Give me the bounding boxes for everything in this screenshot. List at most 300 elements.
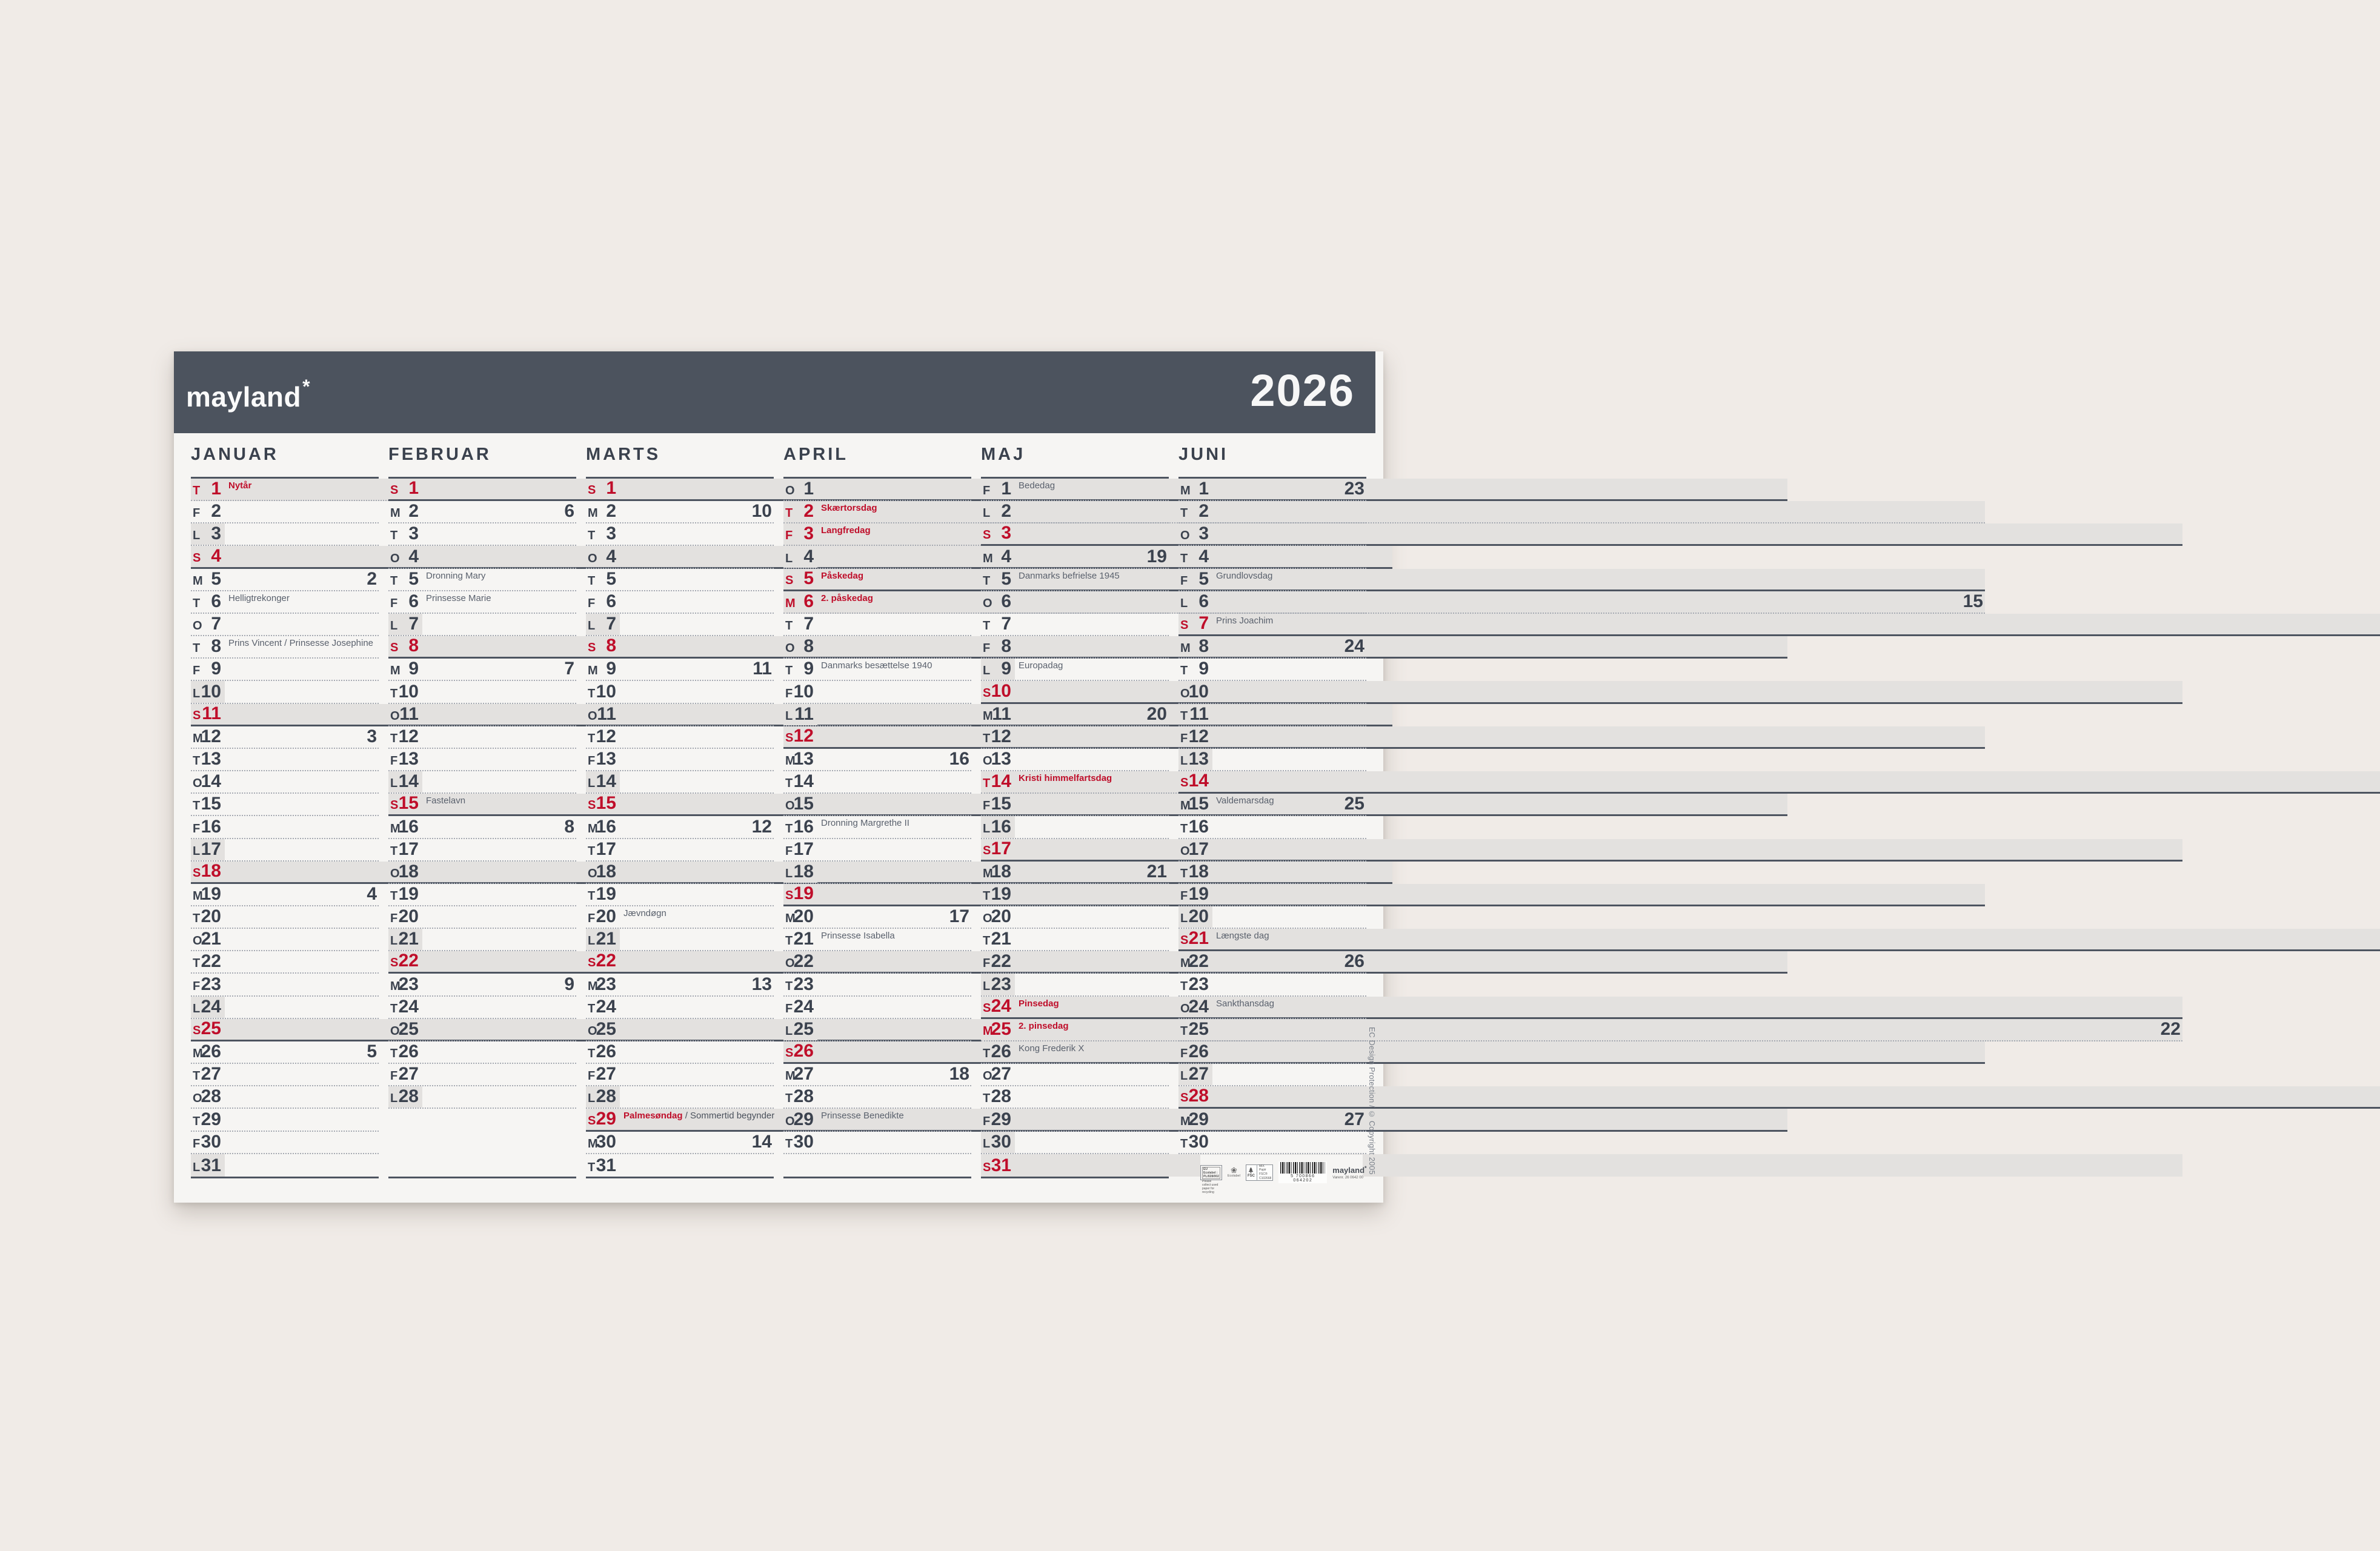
day-row [586, 1064, 774, 1086]
day-number: 7 [606, 614, 616, 634]
weekday-letter: L [390, 619, 398, 633]
weekday-letter: O [785, 799, 795, 813]
day-row [981, 1109, 1169, 1131]
weekday-letter: S [390, 956, 399, 970]
week-number: 6 [564, 501, 574, 522]
day-number: 9 [606, 659, 616, 679]
day-row [191, 997, 379, 1019]
day-number: 28 [793, 1086, 814, 1107]
day-row [388, 681, 576, 703]
day-number: 23 [201, 974, 221, 994]
day-number: 4 [211, 545, 221, 566]
day-row [981, 1086, 1169, 1109]
day-number: 4 [606, 546, 616, 566]
day-number: 2 [408, 501, 419, 522]
holiday-label: Prins Joachim [1216, 615, 1274, 626]
day-number: 18 [1188, 861, 1209, 882]
week-number: 14 [751, 1131, 772, 1152]
weekday-letter: T [1180, 709, 1188, 723]
eu-ecolabel-note: Please collect used paper for recycling [1202, 1179, 1218, 1194]
day-number: 10 [991, 680, 1011, 701]
day-row [191, 1109, 379, 1131]
day-number: 26 [1188, 1041, 1209, 1062]
day-number: 8 [1001, 636, 1011, 657]
day-number: 26 [596, 1041, 616, 1062]
day-number: 3 [408, 523, 419, 544]
day-row [1178, 974, 1366, 996]
weekday-letter: F [390, 596, 398, 610]
day-number: 5 [211, 568, 221, 589]
weekday-letter: L [983, 664, 991, 678]
day-row [1178, 884, 1366, 906]
holiday-label: Kong Frederik X [1019, 1043, 1085, 1054]
day-number: 26 [793, 1041, 814, 1061]
weekday-letter: L [983, 506, 991, 520]
weekday-letter: O [390, 709, 400, 723]
week-number: 11 [753, 659, 772, 679]
day-number: 11 [794, 703, 814, 724]
day-row [191, 614, 379, 636]
day-row [586, 816, 774, 839]
day-row [191, 794, 379, 816]
day-number: 16 [596, 816, 616, 837]
week-number: 19 [1146, 546, 1167, 566]
day-number: 15 [991, 794, 1011, 814]
day-number: 12 [1188, 726, 1209, 746]
day-row [191, 771, 379, 794]
day-number: 23 [398, 974, 419, 994]
day-row [388, 862, 576, 884]
weekday-letter: S [1180, 776, 1189, 790]
day-row [388, 523, 576, 546]
day-row [981, 704, 1169, 726]
weekday-letter: T [1180, 664, 1188, 678]
weekday-letter: M [588, 664, 598, 678]
barcode [1278, 1161, 1327, 1183]
weekday-letter: S [785, 1046, 794, 1060]
day-row [783, 974, 971, 996]
day-number: 24 [398, 996, 419, 1017]
weekday-letter: O [1180, 1001, 1190, 1015]
month-title: JANUAR [191, 445, 279, 464]
week-number: 16 [949, 749, 969, 769]
day-number: 30 [596, 1131, 616, 1152]
day-number: 9 [408, 659, 419, 679]
weekday-letter: T [785, 1092, 793, 1106]
day-number: 17 [398, 839, 419, 859]
weekday-letter: L [588, 619, 596, 633]
day-number: 21 [793, 929, 814, 949]
day-row [1178, 636, 1366, 659]
day-number: 21 [1188, 928, 1209, 949]
weekday-letter: M [983, 866, 993, 880]
day-number: 31 [991, 1155, 1011, 1175]
weekday-letter: T [588, 686, 596, 700]
weekday-letter: L [193, 529, 201, 543]
day-number: 24 [991, 995, 1011, 1016]
holiday-sublabel: / Sommertid begynder [682, 1111, 775, 1121]
day-number: 13 [1188, 749, 1209, 769]
day-number: 25 [596, 1018, 616, 1039]
day-row [191, 659, 379, 681]
weekday-letter: T [193, 1069, 201, 1083]
holiday-label: Sankthansdag [1216, 998, 1274, 1009]
day-row [981, 1041, 1169, 1064]
weekday-letter: L [390, 1092, 398, 1106]
day-row [783, 771, 971, 794]
week-number: 15 [1963, 591, 1983, 611]
weekday-letter: L [785, 551, 793, 565]
day-row [191, 501, 379, 523]
day-row [783, 681, 971, 703]
day-number: 13 [596, 749, 616, 769]
weekday-letter: L [390, 777, 398, 791]
weekday-letter: F [1180, 889, 1188, 903]
day-number: 25 [1188, 1018, 1209, 1039]
day-row [586, 974, 774, 996]
weekday-letter: F [1180, 574, 1188, 588]
day-number: 2 [1198, 501, 1209, 522]
weekday-letter: T [390, 529, 398, 543]
day-number: 27 [398, 1064, 419, 1084]
day-number: 11 [597, 703, 616, 724]
weekday-letter: O [1180, 529, 1190, 543]
day-number: 16 [991, 816, 1011, 837]
day-row [1178, 1064, 1366, 1086]
holiday-label: Valdemarsdag [1216, 795, 1274, 806]
day-row [981, 884, 1169, 906]
day-row [981, 839, 2182, 862]
day-number: 27 [596, 1064, 616, 1084]
day-number: 11 [992, 703, 1011, 724]
weekday-letter: S [588, 1114, 596, 1128]
day-number: 4 [408, 546, 419, 566]
weekday-letter: M [390, 506, 401, 520]
day-number: 3 [606, 523, 616, 544]
day-row [783, 839, 971, 862]
weekday-letter: O [1180, 686, 1190, 700]
weekday-letter: L [785, 1024, 793, 1038]
day-number: 18 [201, 860, 221, 881]
day-row [981, 974, 1169, 996]
day-row [1178, 997, 1366, 1019]
day-row [388, 726, 576, 749]
weekday-letter: F [390, 912, 398, 926]
varenr-label: Varenr. 26 0642 00 [1332, 1175, 1363, 1180]
weekday-letter: T [983, 1092, 991, 1106]
holiday-label: Dronning Margrethe II [821, 818, 909, 829]
day-number: 17 [1188, 839, 1209, 859]
holiday-label: Pinsedag [1019, 998, 1059, 1009]
day-row [191, 951, 379, 974]
weekday-letter: T [390, 844, 398, 858]
day-number: 10 [793, 681, 814, 702]
holiday-label: Fastelavn [426, 795, 466, 806]
weekday-letter: M [193, 1047, 203, 1061]
day-number: 27 [991, 1064, 1011, 1084]
day-number: 12 [991, 726, 1011, 746]
day-row [388, 749, 576, 771]
day-number: 8 [211, 636, 221, 657]
day-row [586, 1019, 774, 1041]
weekday-letter: T [193, 1114, 201, 1128]
day-number: 13 [991, 749, 1011, 769]
weekday-letter: F [588, 912, 596, 926]
day-row [981, 546, 1169, 568]
day-row [1178, 726, 1366, 749]
day-row [783, 1064, 971, 1086]
day-row [191, 523, 379, 546]
day-number: 5 [1198, 568, 1209, 589]
weekday-letter: T [785, 979, 793, 993]
ecolabel-mark [1228, 1166, 1240, 1178]
day-row [783, 726, 1985, 749]
day-number: 22 [398, 951, 419, 971]
week-number: 12 [751, 816, 772, 837]
day-number: 16 [1188, 816, 1209, 837]
day-number: 30 [201, 1131, 221, 1152]
weekday-letter: S [193, 1023, 201, 1037]
day-number: 14 [596, 771, 616, 792]
weekday-letter: F [785, 844, 793, 858]
weekday-letter: M [390, 664, 401, 678]
weekday-letter: L [193, 1160, 201, 1174]
day-row [191, 1086, 379, 1109]
day-number: 3 [1001, 523, 1011, 543]
day-row [1178, 681, 1366, 703]
weekday-letter: M [983, 709, 993, 723]
day-number: 1 [1198, 479, 1209, 499]
day-number: 14 [201, 771, 221, 792]
day-row [586, 614, 774, 636]
day-number: 8 [1198, 636, 1209, 657]
weekday-letter: O [1180, 844, 1190, 858]
weekday-letter: S [1180, 1091, 1189, 1105]
holiday-label: Danmarks besættelse 1940 [821, 660, 932, 671]
eu-ecolabel-box [1200, 1165, 1222, 1194]
weekday-letter: T [193, 596, 201, 610]
day-row [191, 591, 379, 614]
day-number: 24 [596, 996, 616, 1017]
day-number: 24 [793, 996, 814, 1017]
weekday-letter: T [193, 754, 201, 768]
holiday-label: Længste dag [1216, 931, 1269, 942]
weekday-letter: L [193, 844, 201, 858]
print-info [1200, 1155, 1367, 1194]
day-row [981, 997, 2182, 1019]
day-number: 22 [201, 951, 221, 972]
fsc-tree-icon [1248, 1167, 1254, 1174]
day-number: 16 [398, 816, 419, 837]
day-number: 14 [991, 771, 1011, 792]
footer-brand-asterisk-icon: * [1365, 1164, 1367, 1171]
month-title: FEBRUAR [388, 445, 491, 464]
day-number: 8 [803, 636, 814, 657]
day-row [783, 929, 971, 951]
weekday-letter: T [193, 799, 201, 813]
day-row [783, 546, 971, 568]
weekday-letter: S [390, 483, 399, 497]
day-row [783, 749, 971, 771]
week-number: 10 [751, 501, 772, 522]
day-number: 2 [1001, 501, 1011, 522]
day-number: 18 [398, 861, 419, 882]
day-row [388, 771, 576, 794]
day-number: 23 [793, 974, 814, 994]
day-number: 6 [803, 591, 814, 611]
day-row [981, 591, 1169, 614]
weekday-letter: O [588, 709, 597, 723]
day-number: 5 [408, 568, 419, 589]
weekday-letter: T [785, 619, 793, 633]
day-row [586, 862, 774, 884]
holiday-label: Prinsesse Benedikte [821, 1111, 904, 1121]
day-number: 11 [202, 703, 221, 723]
day-row [586, 1132, 774, 1154]
day-row [1178, 614, 2380, 636]
day-number: 24 [201, 996, 221, 1017]
month-title: MARTS [586, 445, 661, 464]
weekday-letter: M [1180, 1114, 1191, 1128]
day-number: 20 [991, 906, 1011, 927]
weekday-letter: T [193, 957, 201, 971]
holiday-label: Danmarks befrielse 1945 [1019, 570, 1120, 581]
weekday-letter: O [588, 1024, 597, 1038]
day-number: 14 [1188, 771, 1209, 791]
day-number: 12 [596, 726, 616, 746]
day-row [981, 749, 1169, 771]
day-number: 16 [793, 816, 814, 837]
wall-calendar [174, 351, 2181, 1203]
day-row [783, 501, 1985, 523]
weekday-letter: T [390, 731, 398, 745]
day-number: 12 [398, 726, 419, 746]
weekday-letter: F [983, 484, 991, 498]
weekday-letter: L [390, 934, 398, 948]
day-row [1178, 501, 1366, 523]
day-row [783, 997, 971, 1019]
day-number: 26 [991, 1041, 1011, 1062]
weekday-letter: S [588, 641, 596, 655]
day-number: 15 [398, 793, 419, 814]
day-number: 12 [793, 725, 814, 746]
day-number: 22 [1188, 951, 1209, 972]
day-number: 30 [991, 1131, 1011, 1152]
day-number: 3 [803, 523, 814, 544]
weekday-letter: F [785, 686, 793, 700]
weekday-letter: S [193, 708, 201, 722]
day-number: 28 [201, 1086, 221, 1107]
week-number: 26 [1344, 951, 1365, 972]
weekday-letter: M [588, 1137, 598, 1151]
day-number: 3 [1198, 523, 1209, 544]
day-row [783, 704, 971, 726]
weekday-letter: M [785, 1069, 796, 1083]
day-number: 9 [211, 659, 221, 679]
day-number: 19 [991, 883, 1011, 904]
day-row [981, 569, 1169, 591]
weekday-letter: T [983, 731, 991, 745]
brand-asterisk-icon: * [302, 376, 311, 397]
day-row [783, 614, 971, 636]
day-row [981, 1154, 2182, 1177]
weekday-letter: T [193, 642, 201, 656]
day-number: 11 [1189, 703, 1209, 724]
day-number: 7 [1001, 614, 1011, 634]
day-row [1178, 771, 2380, 794]
day-number: 21 [201, 929, 221, 949]
weekday-letter: O [193, 934, 202, 948]
day-row [783, 816, 971, 839]
month-days [388, 477, 576, 1178]
month-title: JUNI [1178, 445, 1229, 464]
weekday-letter: F [983, 642, 991, 656]
day-row [981, 794, 1169, 816]
weekday-letter: T [1180, 1137, 1188, 1151]
day-number: 17 [793, 839, 814, 859]
day-number: 28 [596, 1086, 616, 1107]
day-number: 8 [408, 636, 419, 656]
day-row [783, 1109, 971, 1131]
day-number: 22 [596, 951, 616, 971]
weekday-letter: L [983, 1137, 991, 1151]
day-row [586, 726, 774, 749]
day-number: 1 [211, 479, 221, 499]
month-title: MAJ [981, 445, 1026, 464]
day-row [586, 749, 774, 771]
weekday-letter: T [785, 1137, 793, 1151]
day-row [191, 1064, 379, 1086]
weekday-letter: M [390, 979, 401, 993]
day-row [586, 1086, 774, 1109]
day-number: 25 [398, 1018, 419, 1039]
day-row [981, 614, 1169, 636]
day-row [191, 974, 379, 996]
day-number: 9 [1198, 659, 1209, 679]
day-number: 20 [596, 906, 616, 927]
month-days [191, 477, 379, 1178]
day-row [783, 951, 971, 974]
day-number: 2 [803, 501, 814, 522]
weekday-letter: S [588, 799, 596, 812]
calendar-header [174, 351, 1375, 433]
weekday-letter: F [983, 1114, 991, 1128]
weekday-letter: L [588, 934, 596, 948]
day-number: 17 [201, 839, 221, 859]
day-number: 19 [793, 883, 814, 903]
day-row [1178, 546, 1366, 568]
weekday-letter: F [390, 1069, 398, 1083]
weekday-letter: O [390, 551, 400, 565]
fsc-text: FSC [1247, 1174, 1255, 1178]
weekday-letter: O [983, 912, 992, 926]
day-row [388, 546, 576, 568]
day-number: 10 [1188, 681, 1209, 702]
month-days [586, 477, 774, 1178]
day-row [388, 704, 576, 726]
day-number: 27 [201, 1064, 221, 1084]
day-row [191, 929, 379, 951]
barcode-digits: 5 700866 064202 [1291, 1174, 1315, 1183]
day-number: 14 [398, 771, 419, 792]
day-row [981, 523, 2182, 546]
day-row [981, 951, 1169, 974]
week-number: 21 [1146, 861, 1167, 882]
day-row [981, 636, 1169, 659]
holiday-label: Bededag [1019, 480, 1055, 491]
day-row [586, 591, 774, 614]
day-number: 31 [201, 1155, 221, 1175]
